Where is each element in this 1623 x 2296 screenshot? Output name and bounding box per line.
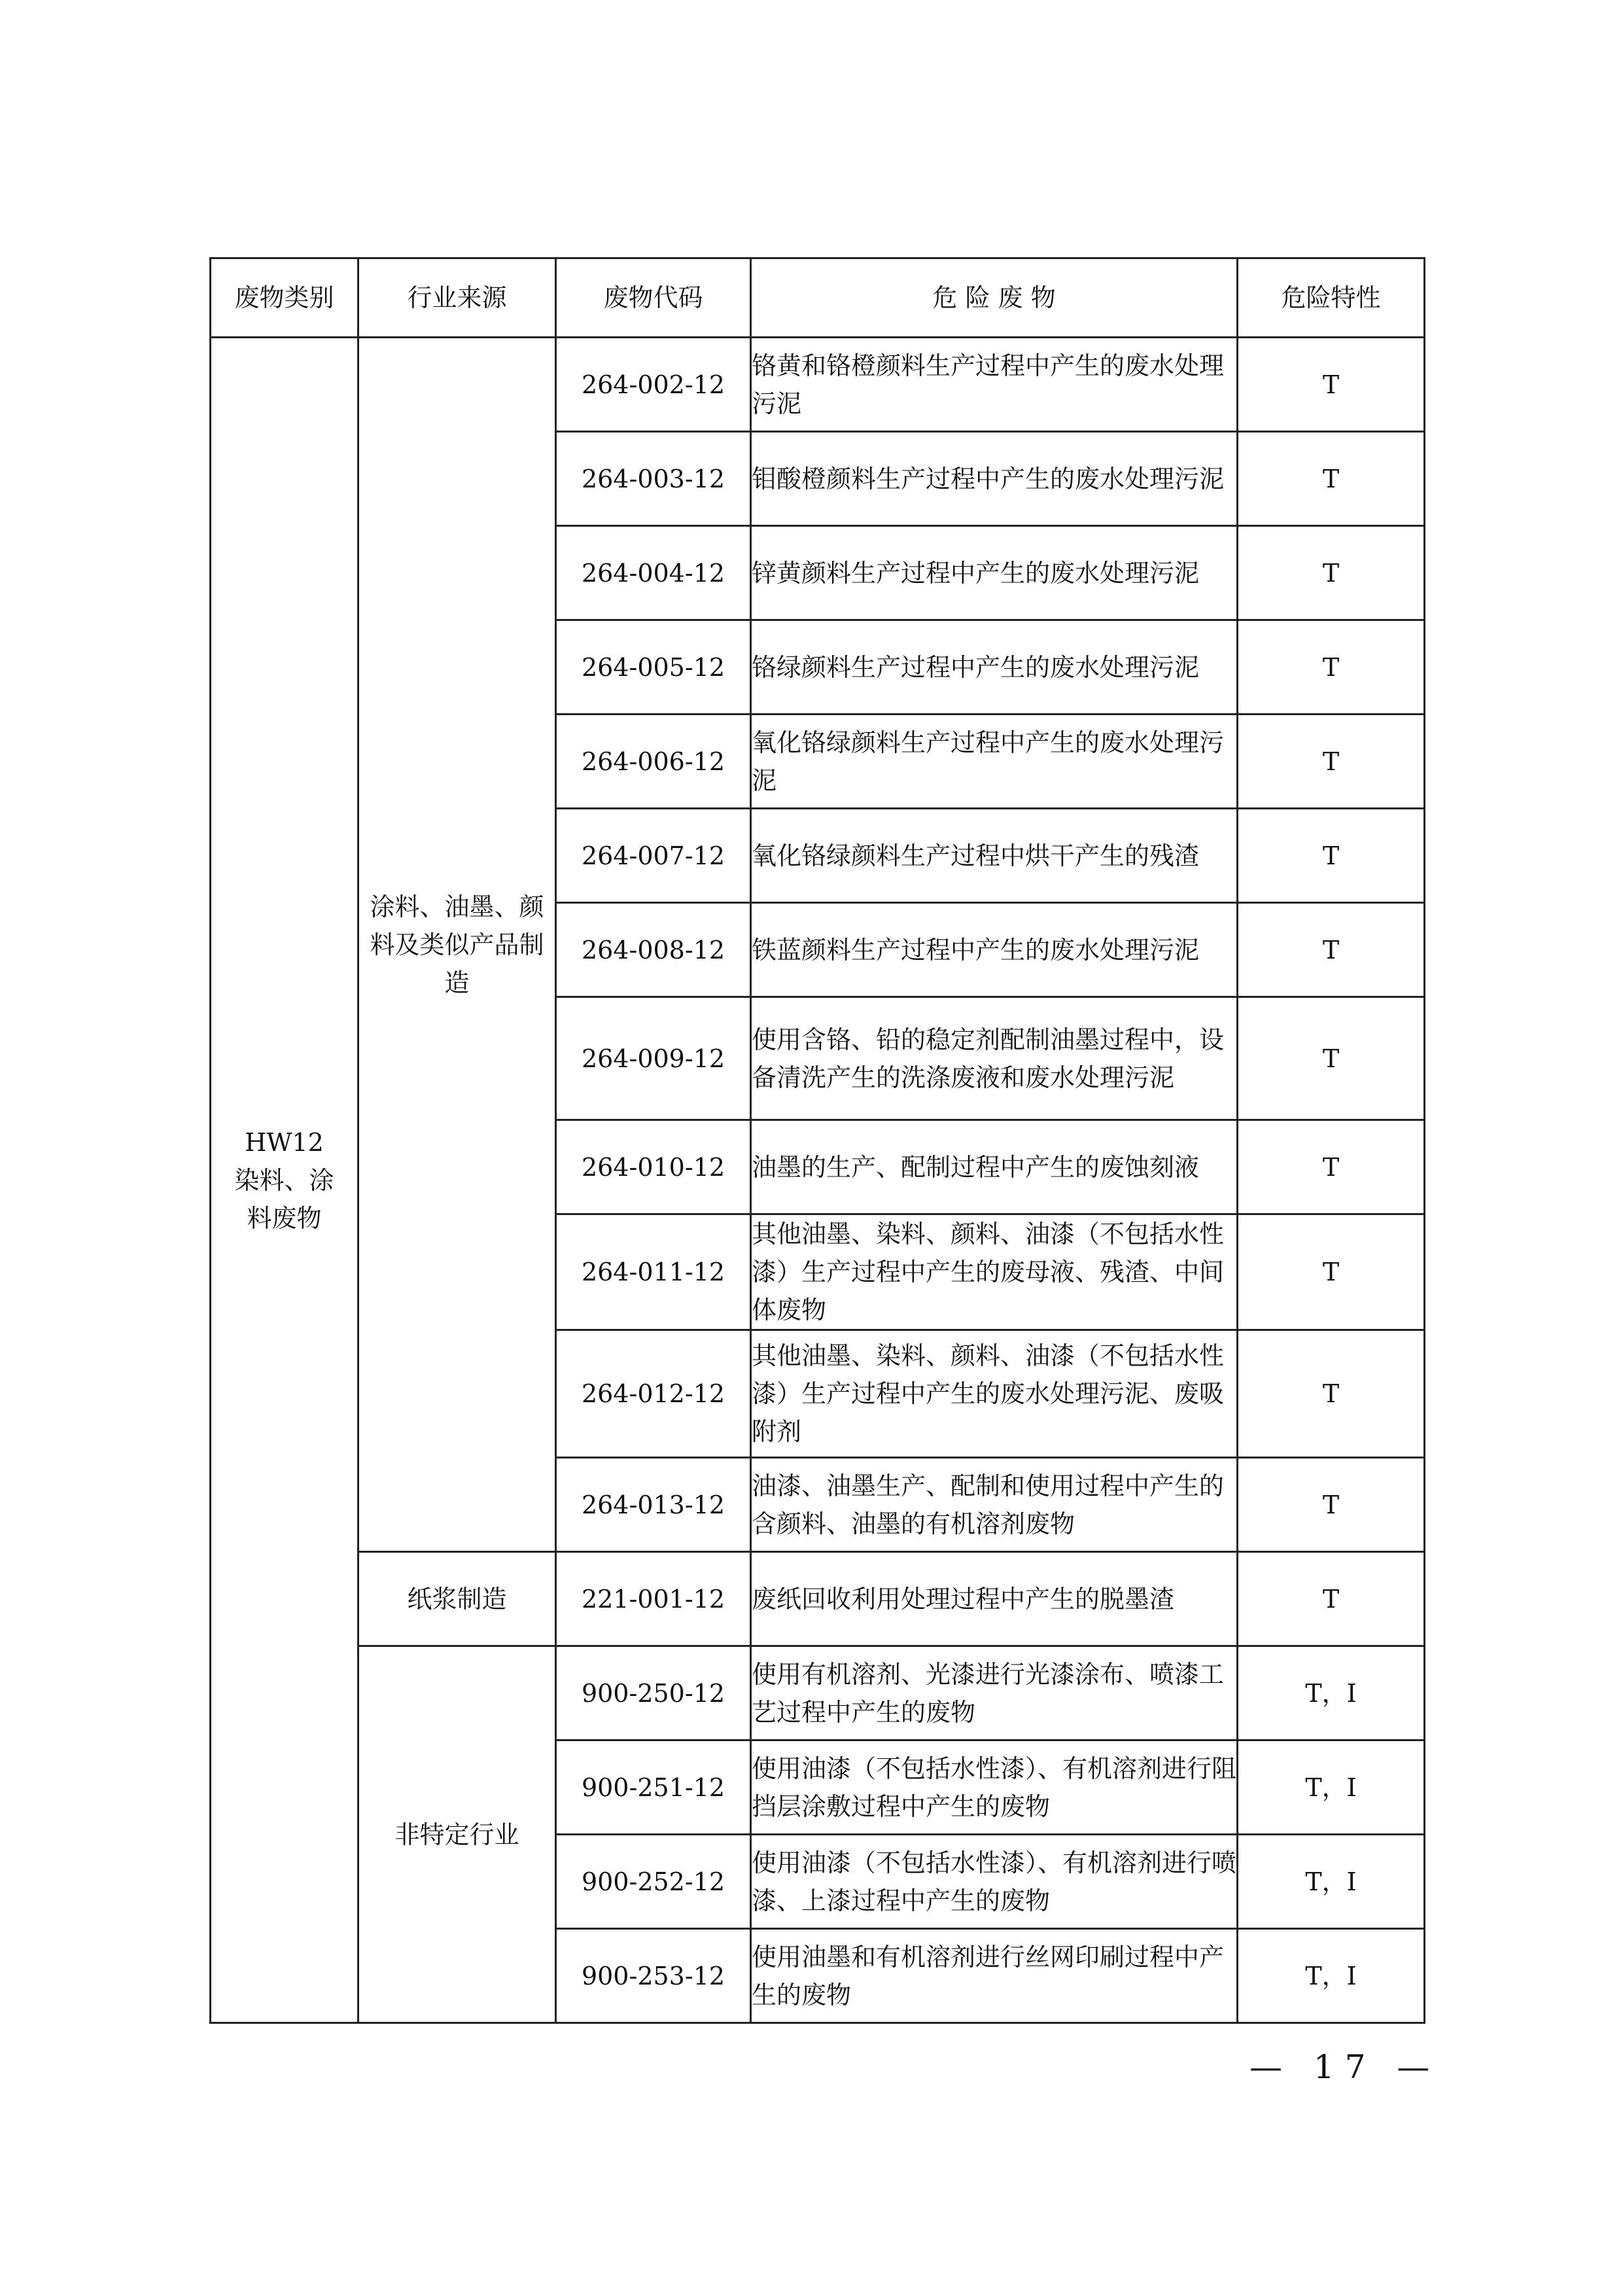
waste-description: 油漆、油墨生产、配制和使用过程中产生的含颜料、油墨的有机溶剂废物 [751,1458,1238,1552]
waste-description: 其他油墨、染料、颜料、油漆（不包括水性漆）生产过程中产生的废水处理污泥、废吸附剂 [751,1330,1238,1458]
waste-description: 废纸回收利用处理过程中产生的脱墨渣 [751,1552,1238,1646]
hazard-property: T，I [1238,1835,1425,1929]
table-row [211,338,1425,432]
category-code: HW12 [245,1127,324,1157]
waste-description: 其他油墨、染料、颜料、油漆（不包括水性漆）生产过程中产生的废母液、残渣、中间体废物 [751,1214,1238,1330]
hazard-property: T [1238,1330,1425,1458]
table-row [211,1552,1425,1646]
header-hazard-property: 危险特性 [1238,258,1425,338]
header-waste-category: 废物类别 [211,258,358,338]
header-industry-source: 行业来源 [358,258,556,338]
waste-code: 264-013-12 [556,1458,751,1552]
hazard-property: T [1238,338,1425,432]
hazard-property: T [1238,620,1425,715]
category-name: 染料、涂料废物 [234,1165,334,1233]
waste-code: 264-010-12 [556,1120,751,1214]
hazardous-waste-table [209,257,1425,2024]
waste-code: 221-001-12 [556,1552,751,1646]
waste-description: 使用含铬、铅的稳定剂配制油墨过程中，设备清洗产生的洗涤废液和废水处理污泥 [751,997,1238,1120]
hazard-property: T [1238,997,1425,1120]
waste-description: 使用油漆（不包括水性漆）、有机溶剂进行喷漆、上漆过程中产生的废物 [751,1835,1238,1929]
waste-code: 264-009-12 [556,997,751,1120]
waste-code: 900-251-12 [556,1740,751,1835]
waste-code: 264-007-12 [556,809,751,903]
waste-code: 264-011-12 [556,1214,751,1330]
source-cell: 纸浆制造 [358,1552,556,1646]
waste-code: 900-252-12 [556,1835,751,1929]
waste-description: 锌黄颜料生产过程中产生的废水处理污泥 [751,526,1238,620]
waste-category-cell [211,338,358,2023]
hazard-property: T [1238,1458,1425,1552]
waste-description: 铬黄和铬橙颜料生产过程中产生的废水处理污泥 [751,338,1238,432]
hazard-property: T [1238,1214,1425,1330]
waste-description: 钼酸橙颜料生产过程中产生的废水处理污泥 [751,432,1238,526]
waste-code: 264-012-12 [556,1330,751,1458]
table-header-row [211,258,1425,338]
waste-code: 264-005-12 [556,620,751,715]
hazard-property: T，I [1238,1929,1425,2023]
waste-description: 氧化铬绿颜料生产过程中产生的废水处理污泥 [751,715,1238,809]
waste-description: 使用油漆（不包括水性漆）、有机溶剂进行阻挡层涂敷过程中产生的废物 [751,1740,1238,1835]
hazard-property: T [1238,526,1425,620]
waste-code: 264-003-12 [556,432,751,526]
hazard-property: T [1238,1120,1425,1214]
waste-code: 264-004-12 [556,526,751,620]
waste-code: 264-002-12 [556,338,751,432]
hazard-property: T，I [1238,1740,1425,1835]
hazard-property: T [1238,432,1425,526]
waste-description: 使用有机溶剂、光漆进行光漆涂布、喷漆工艺过程中产生的废物 [751,1646,1238,1740]
table-row [211,1646,1425,1740]
hazard-property: T [1238,809,1425,903]
source-cell: 涂料、油墨、颜料及类似产品制造 [358,338,556,1552]
waste-description: 油墨的生产、配制过程中产生的废蚀刻液 [751,1120,1238,1214]
waste-description: 使用油墨和有机溶剂进行丝网印刷过程中产生的废物 [751,1929,1238,2023]
hazard-property: T [1238,1552,1425,1646]
waste-description: 铁蓝颜料生产过程中产生的废水处理污泥 [751,903,1238,997]
waste-code: 900-253-12 [556,1929,751,2023]
hazard-property: T [1238,715,1425,809]
page-number: — 17 — [1249,2048,1440,2086]
header-hazardous-waste: 危 险 废 物 [751,258,1238,338]
hazard-property: T [1238,903,1425,997]
source-cell: 非特定行业 [358,1646,556,2023]
waste-code: 264-008-12 [556,903,751,997]
waste-description: 氧化铬绿颜料生产过程中烘干产生的残渣 [751,809,1238,903]
header-waste-code: 废物代码 [556,258,751,338]
waste-code: 900-250-12 [556,1646,751,1740]
hazard-property: T，I [1238,1646,1425,1740]
waste-description: 铬绿颜料生产过程中产生的废水处理污泥 [751,620,1238,715]
waste-code: 264-006-12 [556,715,751,809]
